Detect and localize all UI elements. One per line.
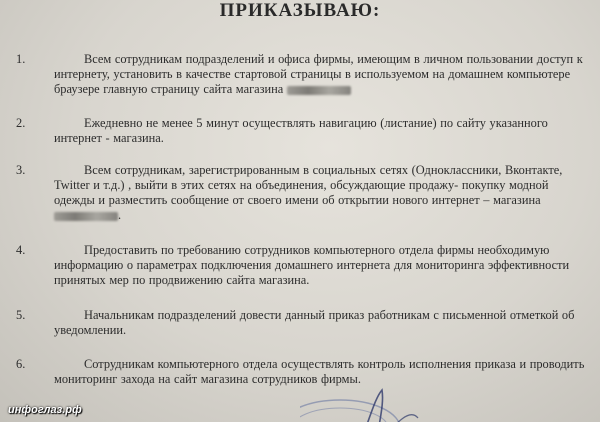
item-number: 2. [16,116,26,130]
item-number: 6. [16,357,26,371]
item-text: Всем сотрудникам, зарегистрированным в социальных сетях (Одноклассники, Вконтакте, Twitter и т.д.) , выйти в этих сетях на объединения, обсуждающие продажу- покупку модной одежды и разместить сообщение от своего имени об открытии нового интернет – магазина . [54,163,563,222]
redacted-store-name [287,86,351,95]
item-number: 4. [16,243,26,257]
order-item-5 [16,308,586,338]
item-text: Начальникам подразделений довести данный приказ работникам с письменной отметкой об уведомлении. [54,308,575,337]
document-title: ПРИКАЗЫВАЮ: [219,0,381,21]
watermark: инфоглаз.рф [8,404,82,416]
redacted-store-name [54,212,118,221]
item-text: Сотрудникам компьютерного отдела осуществлять контроль исполнения приказа и проводить мониторинг захода на сайт магазина сотрудников фирмы. [54,357,585,386]
item-text: Предоставить по требованию сотрудников компьютерного отдела фирмы необходимую информацию о параметрах подключения домашнего интернета для мониторинга эффективности принятых мер по продвижению сайта магазина. [54,243,570,287]
order-item-1 [16,52,586,97]
item-number: 5. [16,308,26,322]
item-number: 3. [16,163,26,177]
item-text: Ежедневно не менее 5 минут осуществлять навигацию (листание) по сайту указанного интернет - магазина. [54,116,548,145]
order-item-3 [16,163,586,223]
item-text: Всем сотрудникам подразделений и офиса фирмы, имеющим в личном пользовании доступ к интернету, установить в качестве стартовой страницы в используемом на домашнем компьютере браузере главную страницу сайта магазина [54,52,583,96]
item-number: 1. [16,52,26,66]
stamp-and-signature-icon [300,388,440,422]
order-item-4 [16,243,586,288]
order-item-2 [16,116,586,146]
order-item-6 [16,357,586,387]
